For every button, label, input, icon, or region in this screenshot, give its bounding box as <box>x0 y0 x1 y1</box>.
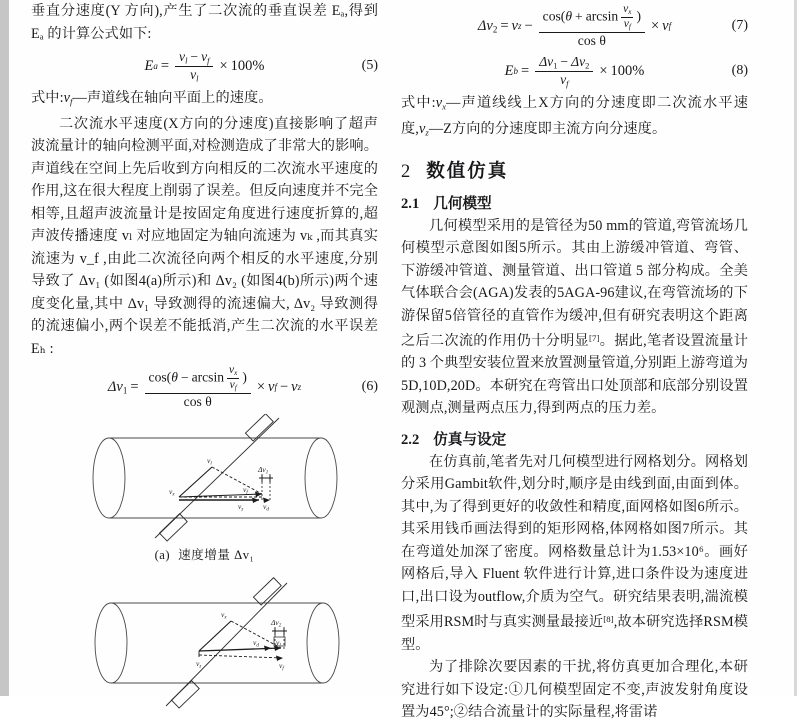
figure-4a-caption-label: (a) <box>154 548 171 563</box>
label-v-f: $v_f$ <box>279 661 284 672</box>
label-delta-v2: $\Delta v_2$ <box>271 618 282 629</box>
document-page <box>9 0 794 721</box>
eq5-den-v-sub: l <box>196 73 199 84</box>
eq8-den-v-sub: f <box>566 78 569 89</box>
eq7-times: × <box>650 17 660 34</box>
eq5-equals: = <box>160 57 170 74</box>
eq6-arcsin: arcsin <box>191 370 225 386</box>
eq5-lhs-sub: a <box>153 61 158 72</box>
eq7-lhs: $\Delta v_2$ <box>477 17 498 35</box>
eq7-tail-v-sub: f <box>668 21 672 31</box>
vf-definition-text: —声道线在轴向平面上的速度。 <box>72 89 273 106</box>
eq8-lhs-sub: b <box>513 66 518 77</box>
eq7-inner-num: v <box>623 3 629 16</box>
equation-6-body <box>108 364 301 409</box>
eq7-equals: = <box>500 17 509 34</box>
label-v-l: $v_l$ <box>276 638 281 649</box>
equation-6-number: (6) <box>361 379 378 395</box>
para-text-tail: 。据此,笔者设置流量计的 3 个典型安装位置来放置测量管道,分别距上游弯道为5D,10D,20D。本研究在弯管出口处顶部和底部分别设置观测点,测量两点压力,得到两点的压力差。 <box>401 332 748 417</box>
eq6-lhs: $\Delta v_1$ <box>107 378 128 396</box>
label-v-f: $v_f$ <box>243 485 248 496</box>
eq8-denominator <box>556 72 572 89</box>
label-v-d: $v_d$ <box>263 502 269 513</box>
eq5-numerator <box>175 49 213 66</box>
eq7-fraction <box>539 3 645 48</box>
equation-5 <box>31 49 378 84</box>
eq6-times: × <box>256 378 266 395</box>
eq6-inner-den: v <box>229 379 235 392</box>
eq5-num-v1-sub: l <box>185 55 188 66</box>
eq6-fraction <box>145 364 251 409</box>
vz-symbol-sub: z <box>425 127 429 137</box>
eq7-first-v-sub: z <box>517 21 522 31</box>
section-2-1-number: 2.1 <box>401 195 420 212</box>
section-2-2-title: 仿真与设定 <box>433 431 507 448</box>
eq6-cos-open: cos( <box>148 370 172 386</box>
label-v-x: $v_x$ <box>221 610 227 621</box>
equation-7-body <box>478 3 671 48</box>
paragraph-assumptions <box>401 656 748 724</box>
equation-7 <box>401 2 748 50</box>
equation-8-body <box>505 54 645 89</box>
equation-5-number: (5) <box>361 58 378 74</box>
eq8-num-dv1-sub: 1 <box>553 60 558 71</box>
eq7-theta: θ <box>565 9 573 25</box>
eq7-inner-den: v <box>623 18 629 31</box>
section-2-number: 2 <box>401 161 413 182</box>
eq6-sign: − <box>180 370 189 386</box>
vx-symbol: v <box>435 94 443 111</box>
section-heading-2-2 <box>401 428 748 449</box>
eq6-tail-v-sub: f <box>274 382 277 393</box>
eq5-percent: 100% <box>230 57 265 74</box>
right-column <box>401 0 748 724</box>
figure-4b <box>31 569 378 709</box>
vf-symbol-sub: f <box>70 96 73 107</box>
paragraph-geometric-model <box>401 215 748 420</box>
para-text: 垂直分速度(Y 方向),产生了二次流的垂直误差 Eₐ,得到 Eₐ 的计算公式如下: <box>31 3 378 42</box>
eq6-theta: θ <box>171 370 178 386</box>
eq6-tail-v2: v <box>291 378 298 395</box>
eq5-den-v: v <box>190 66 197 82</box>
eq8-numerator <box>535 54 593 71</box>
section-2-1-title: 几何模型 <box>433 195 492 212</box>
eq6-tail-minus: − <box>279 378 289 395</box>
figure-4a-drawing <box>31 414 378 542</box>
vf-symbol: v <box>63 89 71 106</box>
figure-4a-labels <box>169 456 269 513</box>
reference-marker-8: [8] <box>603 614 614 625</box>
page-edge-left-strip <box>0 0 9 696</box>
eq8-num-dv2-sub: 2 <box>585 60 590 71</box>
eq6-numerator <box>145 364 251 393</box>
section-2-title: 数值仿真 <box>426 161 509 182</box>
paragraph-variable-definitions <box>401 92 748 144</box>
eq8-num-minus: − <box>560 54 569 69</box>
reference-marker-7: [7] <box>589 333 600 343</box>
section-2-2-number: 2.2 <box>401 431 420 448</box>
eq7-numerator <box>539 3 645 32</box>
vz-definition-text: —Z方向的分速度即主流方向分速度。 <box>428 120 667 137</box>
left-column <box>31 0 378 709</box>
eq6-close-paren: ) <box>242 370 247 386</box>
paragraph-vf-definition <box>31 87 378 113</box>
equation-6 <box>31 364 378 410</box>
para-text: 二次流水平速度(X方向的分速度)直接影响了超声波流量计的轴向检测平面,对检测造成了非常大的影响。声道线在空间上先后收到方向相反的二次流水平速度的作用,这在很大程度上削弱了误差。但反向速度并不完全相等,且超声波流量计是按固定角度进行速度折算的,超声波传播速度 vₗ 对应地固定为轴向流速为 vₖ ,而其真实流速为 v_f ,由此二次流径向两个相反的水平速度,分别导致了 Δv₁ (如图4(a)所示)和 Δv₂ (如图4(b)所示)两个速度变化量,其中 Δv₁ 导致测得的流速偏大, Δv₂ 导致测得的流速偏小,两个误差不能抵消,产生二次流的水平误差 Eₕ : <box>31 115 378 357</box>
eq5-num-v2: v <box>201 49 208 64</box>
label-v-d: $v_d$ <box>253 638 259 649</box>
label-v-l: $v_l$ <box>207 456 212 467</box>
eq7-sign: + <box>575 9 583 25</box>
para-text-tail: ,故本研究选择RSM模型。 <box>401 614 748 653</box>
label-v-z: $v_z$ <box>196 659 202 670</box>
eq7-cos-open: cos( <box>542 9 566 25</box>
eq6-inner-num-sub: x <box>234 369 238 378</box>
label-delta-v1: $\Delta v_1$ <box>258 465 269 476</box>
figure-4a <box>31 414 378 563</box>
eq6-inner-num: v <box>229 364 235 377</box>
eq8-lhs: E <box>504 62 514 79</box>
eq7-inner-den-sub: f <box>628 23 631 32</box>
para-text: 在仿真前,笔者先对几何模型进行网格划分。网格划分采用Gambit软件,划分时,顺序是由线到面,由面到体。其中,为了得到更好的收敛性和精度,面网格如图6所示。其采用钱币画法得到的矩形网格,体网格如图7所示。其在弯道处加深了密度。网格数量总计为1.53×10⁶。画好网格后,导入 Fluent 软件进行计算,进口条件设为速度进口,出口设为outflow,介质为空气。研究结果表明,湍流模型采用RSM时与真实测量最接近 <box>401 453 748 631</box>
equation-8-number: (8) <box>731 63 748 79</box>
shizhong-prefix: 式中: <box>31 89 64 106</box>
shizhong-prefix: 式中: <box>401 94 436 111</box>
label-v-x: $v_x$ <box>169 487 175 498</box>
eq7-first-v: v <box>511 17 518 34</box>
eq6-equals: = <box>130 378 139 395</box>
eq7-arcsin: arcsin <box>585 9 619 25</box>
eq5-times: × <box>219 57 228 74</box>
vx-definition-text: —声道线线上X方向的分速度即二次流水平速度, <box>401 94 748 137</box>
paragraph-horizontal-velocity <box>31 113 378 361</box>
eq7-inner-num-sub: x <box>628 8 632 17</box>
eq5-num-minus: − <box>190 49 199 64</box>
eq5-denominator <box>186 67 202 84</box>
eq8-fraction <box>535 54 593 89</box>
section-heading-2 <box>401 157 748 183</box>
eq8-den-v: v <box>560 71 567 87</box>
eq7-tail-v: v <box>662 17 669 34</box>
vx-symbol-sub: x <box>442 101 447 112</box>
paragraph-vertical-error <box>31 0 378 45</box>
eq6-inner-den-sub: f <box>234 384 237 393</box>
eq8-times: × <box>599 62 608 79</box>
equation-8 <box>401 54 748 89</box>
eq5-num-v2-sub: f <box>207 55 210 66</box>
para-text: 为了排除次要因素的干扰,将仿真更加合理化,本研究进行如下设定:①几何模型固定不变,声波发射角度设置为45°;②结合流量计的实际量程,将雷诺 <box>401 659 748 721</box>
eq7-minus: − <box>524 17 533 34</box>
eq5-lhs: E <box>144 57 154 74</box>
figure-4a-caption <box>31 544 378 563</box>
eq7-inner-fraction <box>621 3 633 32</box>
equation-7-number: (7) <box>731 18 748 33</box>
equation-5-body <box>144 49 264 84</box>
eq7-denominator: cos θ <box>577 33 606 49</box>
eq5-fraction <box>175 49 213 84</box>
eq7-close-paren: ) <box>636 9 641 25</box>
label-v-z: $v_z$ <box>238 502 244 513</box>
eq8-num-dv1: Δv <box>539 54 554 69</box>
figure-4b-drawing <box>31 569 378 709</box>
eq8-percent: 100% <box>610 62 645 79</box>
eq5-num-v1: v <box>179 49 186 64</box>
vz-symbol: v <box>418 120 426 137</box>
eq6-tail-v: v <box>268 378 275 395</box>
figure-4a-caption-text: 速度增量 Δv₁ <box>178 548 255 563</box>
para-text: 几何模型采用的是管径为50 mm的管道,弯管流场几何模型示意图如图5所示。其由上游缓冲管道、弯管、下游缓冲管道、测量管道、出口管道 5 部分构成。全美气体联合会(AGA)发表的5AGA-96建议,在弯管流场的下游保留5倍管径的直管作为缓冲,但有研究表明这个距离之后二次流的作用仍十分明显 <box>401 217 748 349</box>
eq6-tail-v2-sub: z <box>297 382 302 393</box>
eq6-inner-fraction <box>227 364 239 393</box>
paragraph-simulation-settings <box>401 451 748 656</box>
eq8-num-dv2: Δv <box>571 54 586 69</box>
section-heading-2-1 <box>401 192 748 213</box>
eq8-equals: = <box>521 62 530 79</box>
eq6-denominator: cos θ <box>183 394 212 410</box>
